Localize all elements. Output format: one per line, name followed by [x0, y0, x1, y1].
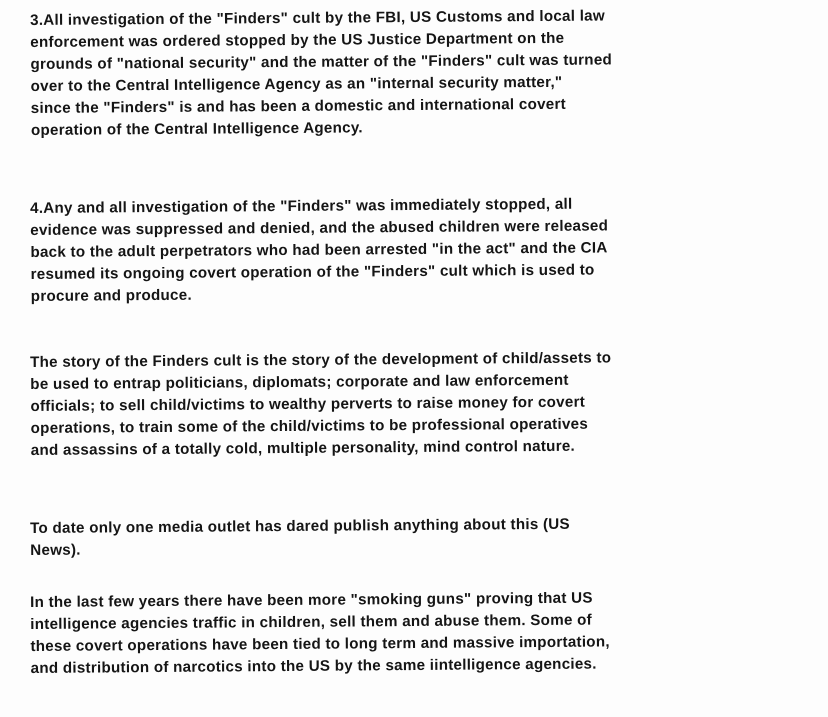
- paragraph-media-coverage: [30, 512, 820, 562]
- text-line: operations, to train some of the child/victims to be professional operatives: [30, 415, 589, 438]
- text-line: and assassins of a totally cold, multiple personality, mind control nature.: [30, 438, 576, 460]
- text-line: To date only one media outlet has dared publish anything about this (US: [30, 515, 570, 537]
- paragraph-finders-investigation-stopped: [30, 4, 821, 143]
- paragraph-evidence-suppressed: [30, 192, 821, 309]
- text-line: grounds of "national security" and the matter of the "Finders" cult was turned: [30, 51, 613, 74]
- text-line: 3.All investigation of the "Finders" cult by the FBI, US Customs and local law: [30, 7, 605, 29]
- text-line: enforcement was ordered stopped by the US Justice Department on the: [30, 29, 565, 52]
- text-line: officials; to sell child/victims to wealthy perverts to raise money for covert: [30, 393, 586, 416]
- text-line: resumed its ongoing covert operation of the "Finders" cult which is used to: [30, 261, 595, 284]
- text-line: since the "Finders" is and has been a domestic and international covert: [30, 96, 566, 118]
- text-line: procure and produce.: [30, 287, 192, 306]
- text-line: News).: [30, 541, 81, 560]
- text-line: In the last few years there have been more "smoking guns" proving that US: [30, 589, 593, 611]
- text-line: over to the Central Intelligence Agency as an "internal security matter,": [30, 74, 563, 96]
- paragraph-smoking-guns: [30, 586, 821, 681]
- text-line: intelligence agencies traffic in children, sell them and abuse them. Some of: [30, 611, 592, 634]
- text-line: back to the adult perpetrators who had been arrested "in the act" and the CIA: [30, 239, 608, 262]
- text-line: operation of the Central Intelligence Agency.: [30, 119, 363, 140]
- text-line: The story of the Finders cult is the story of the development of child/assets to: [30, 349, 612, 371]
- text-line: these covert operations have been tied to long term and massive importation,: [30, 633, 610, 656]
- text-line: be used to entrap politicians, diplomats; corporate and law enforcement: [30, 371, 569, 394]
- text-line: 4.Any and all investigation of the "Finders" was immediately stopped, all: [30, 195, 573, 217]
- text-line: and distribution of narcotics into the US by the same iintelligence agencies.: [30, 655, 597, 678]
- paragraph-story-of-finders: [30, 346, 821, 463]
- text-line: evidence was suppressed and denied, and the abused children were released: [30, 217, 609, 240]
